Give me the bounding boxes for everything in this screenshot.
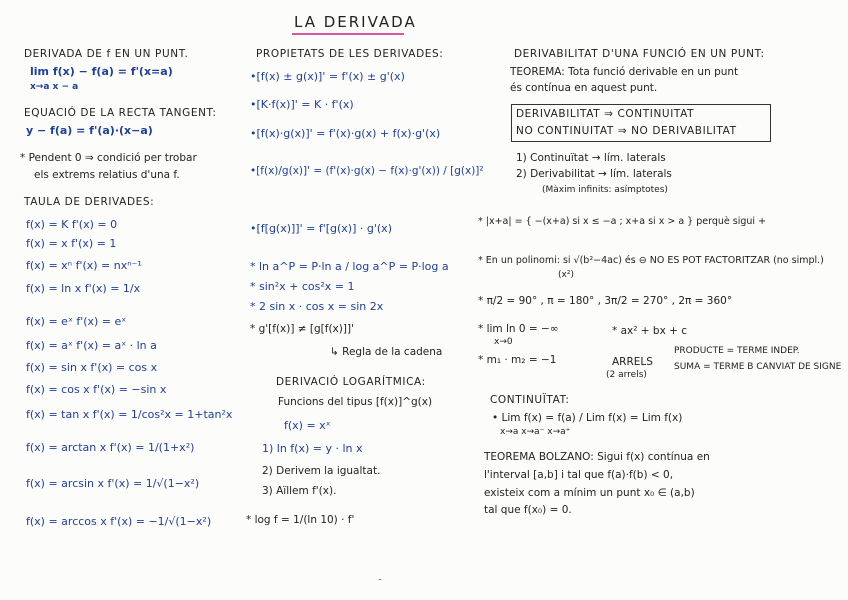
pendents-note: * m₁ · m₂ = −1 <box>478 354 557 366</box>
log-note: * log f = 1/(ln 10) · f' <box>246 514 355 526</box>
ink-mark: ˉ <box>378 578 382 587</box>
taula-row: f(x) = sin x f'(x) = cos x <box>26 361 158 374</box>
pendent-note-2: els extrems relatius d'una f. <box>34 169 180 181</box>
taula-row: f(x) = eˣ f'(x) = eˣ <box>26 315 127 328</box>
polinomi-sub: (x²) <box>558 270 574 280</box>
recta-formula: y − f(a) = f'(a)·(x−a) <box>26 124 153 137</box>
taula-row: f(x) = aˣ f'(x) = aˣ · ln a <box>26 339 157 352</box>
box-line: NO CONTINUITAT ⇒ NO DERIVABILITAT <box>516 125 737 137</box>
heading-derivada: DERIVADA DE f EN UN PUNT. <box>24 48 189 60</box>
taula-row: f(x) = cos x f'(x) = −sin x <box>26 383 167 396</box>
note-row: * ln a^P = P·ln a / log a^P = P·log a <box>250 260 449 273</box>
producte-note: PRODUCTE = TERME INDEP. <box>674 346 800 356</box>
taula-row: f(x) = x f'(x) = 1 <box>26 237 117 250</box>
propietat-row: •[f(x) ± g(x)]' = f'(x) ± g'(x) <box>250 70 405 83</box>
bolzano-line: existeix com a mínim un punt x₀ ∈ (a,b) <box>484 487 695 499</box>
abs-formula: * |x+a| = { −(x+a) si x ≤ −a ; x+a si x > a } perquè sigui + <box>478 216 767 227</box>
limit-formula: lim f(x) − f(a) = f'(x=a) <box>30 65 173 78</box>
teorema-line: TEOREMA: Tota funció derivable en un punt <box>510 66 739 78</box>
bolzano-line: TEOREMA BOLZANO: Sigui f(x) contínua en <box>484 451 710 463</box>
heading-taula: TAULA DE DERIVADES: <box>24 196 155 208</box>
taula-row: f(x) = K f'(x) = 0 <box>26 218 118 231</box>
heading-continuitat: CONTINUÏTAT: <box>490 394 570 406</box>
arrels-label: ARRELS <box>612 356 653 368</box>
check-line: 2) Derivabilitat → lím. laterals <box>516 168 672 180</box>
propietat-row: •[f[g(x)]]' = f'[g(x)] · g'(x) <box>250 222 392 235</box>
note-row: * g'[f(x)] ≠ [g[f(x)]]' <box>250 323 354 335</box>
check-line: (Màxim infinits: asímptotes) <box>542 185 668 195</box>
heading-derivabilitat: DERIVABILITAT D'UNA FUNCIÓ EN UN PUNT: <box>514 48 765 60</box>
suma-note: SUMA = TERME B CANVIAT DE SIGNE <box>674 362 842 372</box>
quadratic-note: * ax² + bx + c <box>612 325 688 337</box>
polinomi-note: * En un polinomi: si √(b²−4ac) és ⊖ NO ES POT FACTORITZAR (no simpl.) <box>478 255 824 266</box>
log-example: f(x) = xˣ <box>284 419 331 432</box>
taula-row: f(x) = ln x f'(x) = 1/x <box>26 282 141 295</box>
propietat-row: •[f(x)·g(x)]' = f'(x)·g(x) + f(x)·g'(x) <box>250 127 441 140</box>
log-step: 1) ln f(x) = y · ln x <box>262 442 363 455</box>
limit-subscript: x→a x − a <box>30 82 79 92</box>
propietat-row: •[f(x)/g(x)]' = (f'(x)·g(x) − f(x)·g'(x)) / [g(x)]² <box>250 165 484 177</box>
bolzano-line: l'interval [a,b] i tal que f(a)·f(b) < 0, <box>484 469 674 481</box>
note-row: * sin²x + cos²x = 1 <box>250 280 355 293</box>
ln-limit-sub: x→0 <box>494 337 513 347</box>
bolzano-line: tal que f(x₀) = 0. <box>484 504 572 516</box>
taula-row: f(x) = xⁿ f'(x) = nxⁿ⁻¹ <box>26 259 142 272</box>
log-step: 3) Aïllem f'(x). <box>262 485 337 497</box>
taula-row: f(x) = arcsin x f'(x) = 1/√(1−x²) <box>26 477 200 490</box>
heading-recta: EQUACIÓ DE LA RECTA TANGENT: <box>24 107 217 119</box>
ln-limit: * lim ln 0 = −∞ <box>478 323 559 335</box>
page-title: LA DERIVADA <box>294 13 417 31</box>
heading-propietats: PROPIETATS DE LES DERIVADES: <box>256 48 444 60</box>
note-row: * 2 sin x · cos x = sin 2x <box>250 300 384 313</box>
title-underline <box>292 33 404 35</box>
propietat-row: •[K·f(x)]' = K · f'(x) <box>250 98 354 111</box>
log-step: 2) Derivem la igualtat. <box>262 465 381 477</box>
taula-row: f(x) = arctan x f'(x) = 1/(1+x²) <box>26 441 195 454</box>
continuitat-sub: x→a x→a⁻ x→a⁺ <box>500 427 571 437</box>
check-line: 1) Continuïtat → lím. laterals <box>516 152 666 164</box>
taula-row: f(x) = arccos x f'(x) = −1/√(1−x²) <box>26 515 212 528</box>
arrels-sub: (2 arrels) <box>606 370 647 380</box>
teorema-line: és contínua en aquest punt. <box>510 82 658 94</box>
continuitat-formula: • Lim f(x) = f(a) / Lim f(x) = Lim f(x) <box>492 412 683 424</box>
log-intro: Funcions del tipus [f(x)]^g(x) <box>278 396 433 408</box>
pendent-note-1: * Pendent 0 ⇒ condició per trobar <box>20 152 197 164</box>
angles-note: * π/2 = 90° , π = 180° , 3π/2 = 270° , 2π = 360° <box>478 295 733 307</box>
taula-row: f(x) = tan x f'(x) = 1/cos²x = 1+tan²x <box>26 408 233 421</box>
regla-cadena: ↳ Regla de la cadena <box>330 346 443 358</box>
heading-log: DERIVACIÓ LOGARÍTMICA: <box>276 376 426 388</box>
box-line: DERIVABILITAT ⇒ CONTINUITAT <box>516 108 695 120</box>
